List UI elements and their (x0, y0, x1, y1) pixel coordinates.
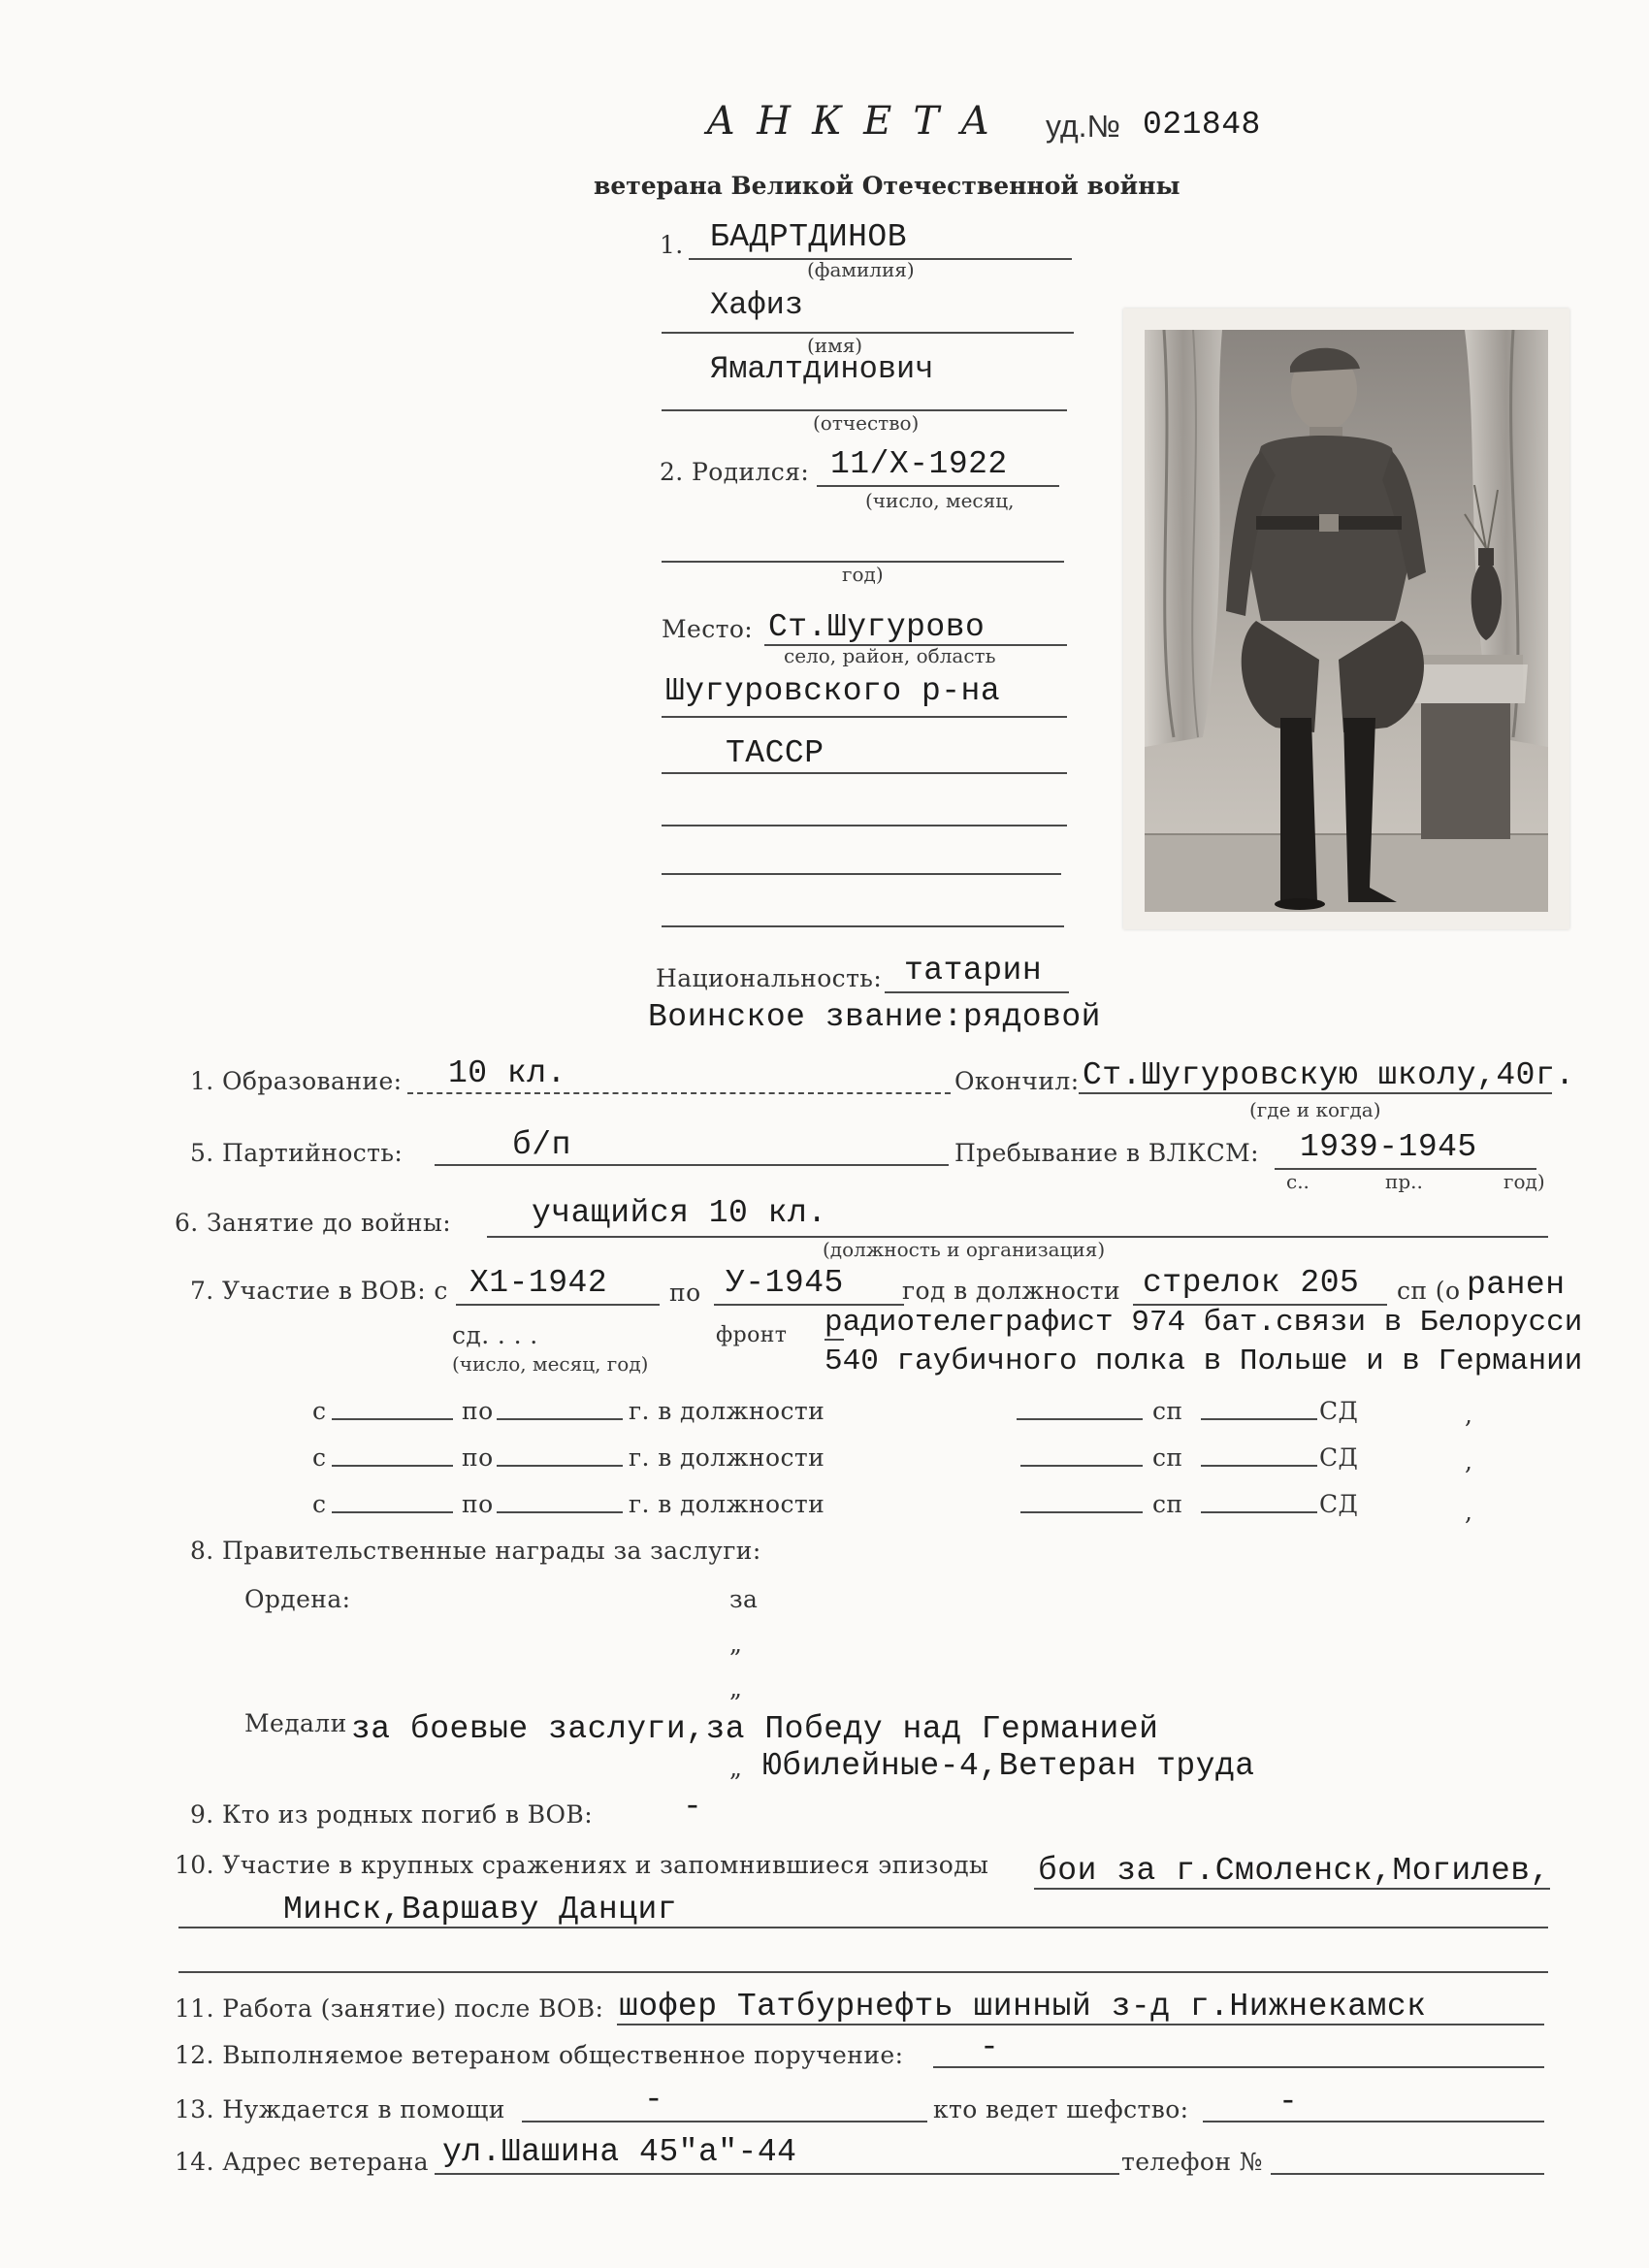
place-value: Ст.Шугурово (768, 609, 986, 645)
education-label: 1. Образование: (190, 1067, 403, 1095)
vlksm-caption-year: год) (1504, 1170, 1545, 1193)
row-sd-label: СД (1319, 1397, 1359, 1425)
war-date-caption: (число, месяц, год) (452, 1352, 649, 1376)
war-from-value: Х1-1942 (469, 1265, 608, 1301)
postwar-value: шофер Татбурнефть шинный з-д г.Нижнекамск (619, 1989, 1427, 2025)
surname-caption: (фамилия) (807, 258, 915, 281)
postwar-line (617, 2024, 1544, 2025)
education-line (407, 1092, 951, 1094)
certificate-label: уд.№ (1046, 109, 1120, 144)
prewar-label: 6. Занятие до войны: (175, 1209, 452, 1237)
row-comma: , (1465, 1498, 1473, 1526)
phone-label: телефон № (1121, 2148, 1263, 2176)
war-service-line3: 540 гаубичного полка в Польше и в Германии (824, 1345, 1583, 1378)
medals-ditto: „ (729, 1754, 743, 1782)
born-line (817, 485, 1059, 487)
row-from-line (332, 1418, 453, 1420)
row-sp-label: сп (1152, 1397, 1183, 1425)
battles-line-2 (178, 1927, 1548, 1928)
address-value: ул.Шашина 45"а"-44 (442, 2134, 797, 2170)
awards-label: 8. Правительственные награды за заслуги: (190, 1537, 761, 1565)
finished-caption: (где и когда) (1249, 1098, 1381, 1121)
war-to-label: по (669, 1279, 701, 1307)
war-front-label: фронт (716, 1323, 788, 1347)
row-comma: , (1465, 1401, 1473, 1429)
battles-value-2: Минск,Варшаву Данциг (283, 1892, 678, 1928)
help-line (522, 2121, 927, 2122)
relatives-value: - (683, 1789, 703, 1825)
nationality-value: татарин (904, 953, 1043, 988)
public-duty-label: 12. Выполняемое ветераном общественное поручение: (175, 2041, 904, 2069)
name-line (662, 332, 1074, 334)
place-label: Место: (662, 615, 754, 643)
born-value: 11/Х-1922 (830, 446, 1008, 482)
row-sd-label: СД (1319, 1443, 1359, 1472)
row-position-line (1020, 1511, 1143, 1513)
born-caption-year: год) (842, 563, 884, 586)
postwar-label: 11. Работа (занятие) после ВОВ: (175, 1994, 604, 2023)
name-caption: (имя) (807, 334, 863, 357)
war-wounded-value: ранен (1467, 1267, 1566, 1303)
soldier-portrait-image (1145, 330, 1548, 912)
certificate-number: 021848 (1143, 107, 1261, 143)
row-to-line (497, 1418, 623, 1420)
war-to-value: У-1945 (726, 1265, 844, 1301)
help-value: - (644, 2082, 664, 2118)
orders-za: за (729, 1585, 759, 1613)
battles-line-3 (178, 1971, 1548, 1973)
patron-label: кто ведет шефство: (933, 2095, 1189, 2123)
vlksm-label: Пребывание в ВЛКСМ: (954, 1139, 1259, 1167)
row-sp-label: сп (1152, 1490, 1183, 1518)
education-value: 10 кл. (448, 1055, 566, 1091)
row-sp-label: сп (1152, 1443, 1183, 1472)
row-comma: , (1465, 1447, 1473, 1475)
prewar-caption: (должность и организация) (823, 1238, 1106, 1261)
war-sd-label: сд. . . . (452, 1321, 538, 1349)
row-sp-line (1201, 1465, 1317, 1467)
row-from-label: с (312, 1397, 327, 1425)
war-label: 7. Участие в ВОВ: с (190, 1277, 448, 1305)
row-to-line (497, 1465, 623, 1467)
patronymic-value: Ямалтдинович (710, 351, 934, 387)
row-to-line (497, 1511, 623, 1513)
row-position-line (1020, 1465, 1143, 1467)
row-from-line (332, 1465, 453, 1467)
row-to-label: по (462, 1397, 494, 1425)
born-caption-day-month: (число, месяц, (865, 489, 1015, 512)
orders-ditto-2: „ (729, 1674, 743, 1702)
war-from-line (456, 1304, 660, 1306)
vlksm-value: 1939-1945 (1300, 1129, 1477, 1165)
battles-label: 10. Участие в крупных сражениях и запомнившиеся эпизоды (175, 1851, 989, 1879)
war-service-line2: радиотелеграфист 974 бат.связи в Белорусси (824, 1306, 1583, 1340)
place-line6 (662, 925, 1064, 927)
nationality-line (885, 991, 1069, 993)
row-sd-label: СД (1319, 1490, 1359, 1518)
row-position-label: г. в должности (629, 1443, 825, 1472)
row-sp-line (1201, 1511, 1317, 1513)
medals-line2: Юбилейные-4,Ветеран труда (762, 1748, 1255, 1784)
orders-label: Ордена: (244, 1585, 351, 1613)
public-duty-value: - (980, 2029, 1000, 2065)
veteran-photo (1123, 308, 1569, 929)
party-label: 5. Партийность: (190, 1139, 404, 1167)
name-value: Хафиз (710, 287, 804, 323)
place-line5 (662, 873, 1061, 875)
war-service-line2-rule (824, 1339, 844, 1341)
item-1-number: 1. (660, 231, 684, 259)
finished-label: Окончил: (954, 1067, 1080, 1095)
party-value: б/п (512, 1127, 571, 1163)
medals-line1: за боевые заслуги,за Победу над Германией (351, 1711, 1159, 1747)
vlksm-caption-from: с.. (1286, 1170, 1310, 1193)
help-label: 13. Нуждается в помощи (175, 2095, 505, 2123)
battles-value-1: бои за г.Смоленск,Могилев, (1038, 1853, 1550, 1889)
row-from-label: с (312, 1443, 327, 1472)
finished-line (1079, 1092, 1552, 1094)
place-line2 (662, 716, 1067, 718)
row-from-label: с (312, 1490, 327, 1518)
row-to-label: по (462, 1443, 494, 1472)
form-title: АНКЕТА (706, 99, 1012, 144)
public-duty-line (933, 2066, 1544, 2068)
born-label: 2. Родился: (660, 458, 810, 486)
war-position-label: год в должности (902, 1277, 1121, 1305)
battles-line-1 (1034, 1888, 1550, 1890)
form-subtitle: ветерана Великой Отечественной войны (594, 172, 1180, 200)
nationality-label: Национальность: (656, 964, 883, 992)
party-line (435, 1164, 949, 1166)
vlksm-caption-to: пр.. (1385, 1170, 1423, 1193)
place-line3-value: ТАССР (726, 735, 824, 771)
row-position-label: г. в должности (629, 1397, 825, 1425)
patron-line (1203, 2121, 1544, 2122)
surname-value: БАДРТДИНОВ (710, 219, 908, 255)
row-from-line (332, 1511, 453, 1513)
war-position-value: стрелок 205 (1143, 1265, 1360, 1301)
row-sp-line (1201, 1418, 1317, 1420)
address-line (435, 2173, 1119, 2175)
row-to-label: по (462, 1490, 494, 1518)
orders-ditto-1: „ (729, 1630, 743, 1658)
patron-value: - (1278, 2084, 1299, 2120)
war-sp-label: сп (о (1397, 1277, 1461, 1305)
place-line3 (662, 772, 1067, 774)
patronymic-caption: (отчество) (813, 411, 920, 435)
row-position-line (1017, 1418, 1143, 1420)
military-rank: Воинское звание:рядовой (648, 999, 1101, 1035)
finished-value: Ст.Шугуровскую школу,40г. (1083, 1057, 1575, 1093)
row-position-label: г. в должности (629, 1490, 825, 1518)
medals-label: Медали (244, 1709, 347, 1737)
address-label: 14. Адрес ветерана (175, 2148, 429, 2176)
place-line4 (662, 825, 1067, 826)
phone-line (1271, 2173, 1544, 2175)
prewar-value: учащийся 10 кл. (532, 1195, 827, 1231)
relatives-label: 9. Кто из родных погиб в ВОВ: (190, 1800, 594, 1829)
place-caption: село, район, область (784, 644, 996, 667)
place-line2-value: Шугуровского р-на (665, 673, 1001, 709)
